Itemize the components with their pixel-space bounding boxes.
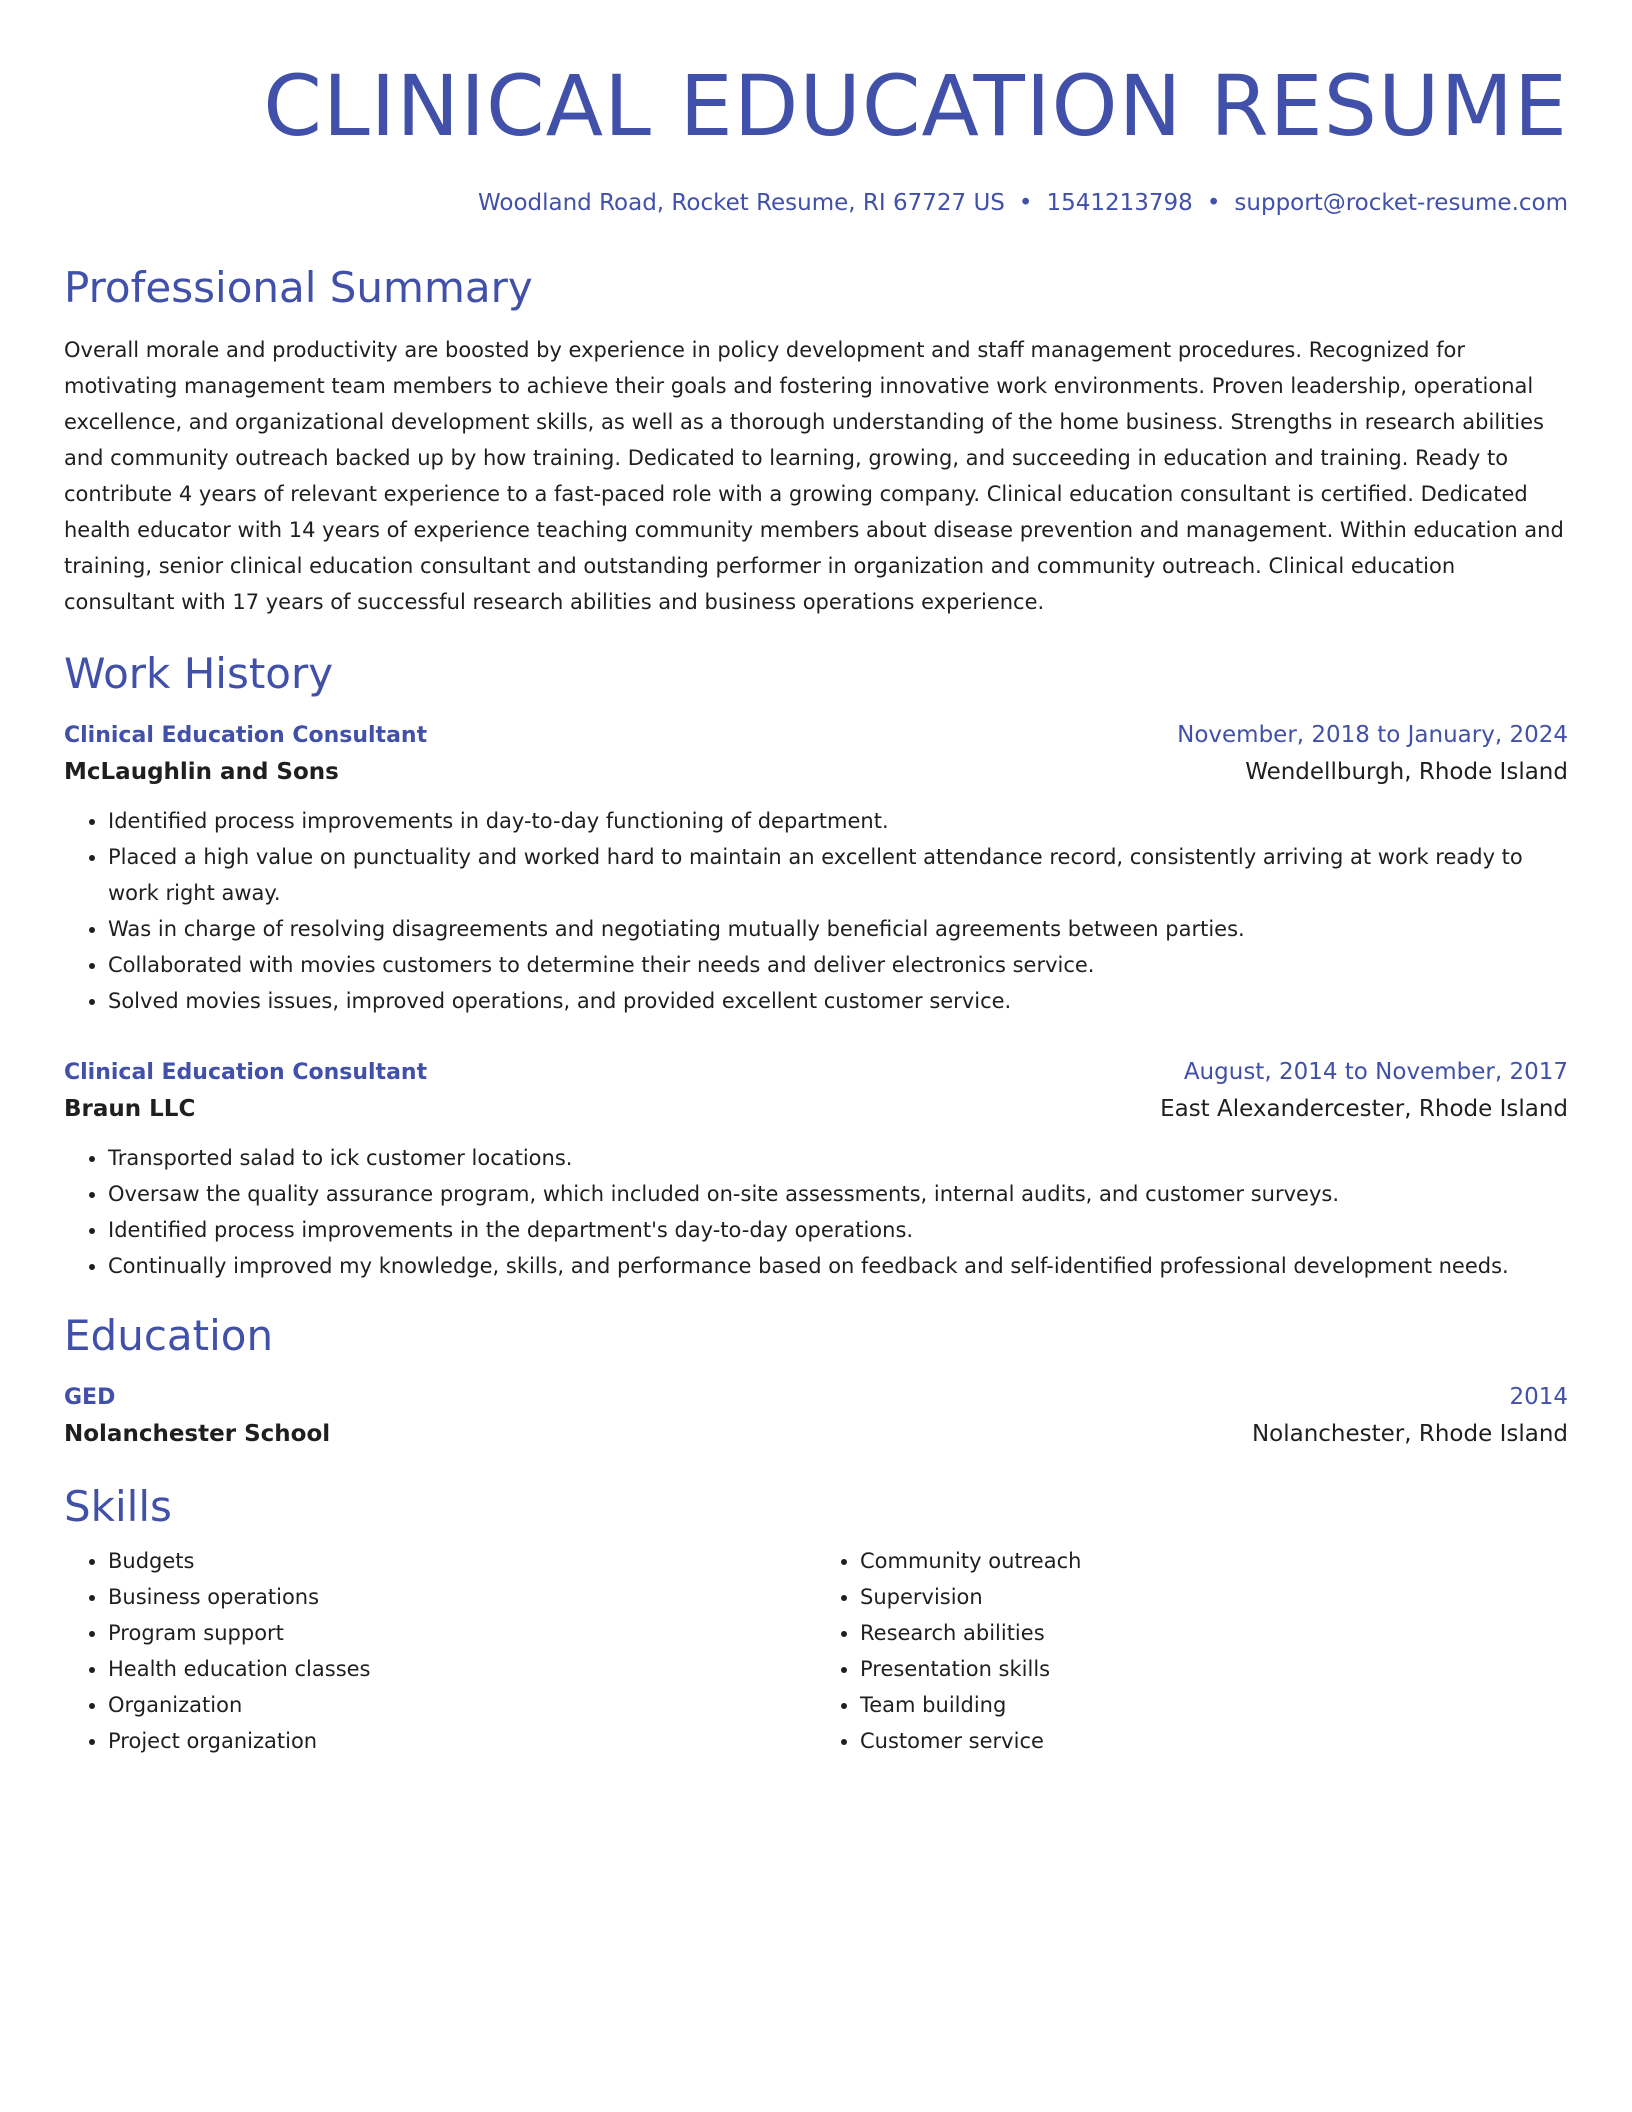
skill-item: • Program support (108, 1615, 816, 1651)
job-bullet: • Identified process improvements in day-to-day functioning of department. (108, 803, 1568, 839)
skill-item: • Research abilities (860, 1615, 1568, 1651)
job-company: Braun LLC (64, 1096, 196, 1122)
job-bullet: • Was in charge of resolving disagreements and negotiating mutually beneficial agreements between parties. (108, 911, 1568, 947)
contact-separator: • (1018, 190, 1033, 216)
summary-text: Overall morale and productivity are boosted by experience in policy development and staff management procedures. Recognized for motivating management team members to achieve their goals and fostering innovative work environments. Proven leadership, operational excellence, and organizational development skills, as well as a thorough understanding of the home business. Strengths in research abilities and community outreach backed up by how training. Dedicated to learning, growing, and succeeding in education and training. Ready to contribute 4 years of relevant experience to a fast-paced role with a growing company. Clinical education consultant is certified. Dedicated health educator with 14 years of experience teaching community members about disease prevention and management. Within education and training, senior clinical education consultant and outstanding performer in organization and community outreach. Clinical education consultant with 17 years of successful research abilities and business operations experience. (64, 338, 1564, 614)
skill-item: • Organization (108, 1687, 816, 1723)
job-bullet: • Identified process improvements in the department's day-to-day operations. (108, 1212, 1568, 1248)
job-entry (64, 1055, 1568, 1284)
job-entry (64, 718, 1568, 1019)
section-title-work-history: Work History (64, 649, 334, 698)
job-bullets (64, 803, 1568, 1019)
education-degree: GED (64, 1385, 116, 1410)
contact-phone: 1541213798 (1046, 190, 1193, 216)
job-dates: November, 2018 to January, 2024 (1177, 722, 1568, 748)
skill-item: • Customer service (860, 1723, 1568, 1759)
skill-item: • Project organization (108, 1723, 816, 1759)
job-bullet: • Oversaw the quality assurance program, which included on-site assessments, internal audits, and customer surveys. (108, 1176, 1568, 1212)
job-bullets (64, 1140, 1568, 1284)
education-location: Nolanchester, Rhode Island (1251, 1421, 1568, 1447)
job-bullet: • Collaborated with movies customers to determine their needs and deliver electronics service. (108, 947, 1568, 983)
skill-item: • Community outreach (860, 1543, 1568, 1579)
job-dates: August, 2014 to November, 2017 (1183, 1059, 1568, 1085)
job-bullet: • Placed a high value on punctuality and worked hard to maintain an excellent attendance record, consistently arriving at work ready to work right away. (108, 839, 1568, 911)
section-title-skills: Skills (64, 1482, 172, 1531)
job-location: Wendellburgh, Rhode Island (1245, 759, 1568, 785)
job-role: Clinical Education Consultant (64, 1060, 428, 1085)
skills-column-right (816, 1543, 1568, 1759)
job-role: Clinical Education Consultant (64, 723, 428, 748)
section-title-education: Education (64, 1311, 274, 1360)
education-school: Nolanchester School (64, 1421, 331, 1447)
job-bullet: • Continually improved my knowledge, skills, and performance based on feedback and self-identified professional development needs. (108, 1248, 1568, 1284)
skills-grid (64, 1543, 1568, 1759)
skill-item: • Presentation skills (860, 1651, 1568, 1687)
contact-line (64, 186, 1568, 220)
skill-item: • Team building (860, 1687, 1568, 1723)
education-year: 2014 (1509, 1384, 1568, 1410)
job-bullet: • Solved movies issues, improved operations, and provided excellent customer service. (108, 983, 1568, 1019)
skill-item: • Budgets (108, 1543, 816, 1579)
contact-address: Woodland Road, Rocket Resume, RI 67727 US (477, 190, 1005, 216)
resume-name: CLINICAL EDUCATION RESUME (263, 57, 1568, 155)
job-bullet: • Transported salad to ick customer locations. (108, 1140, 1568, 1176)
job-company: McLaughlin and Sons (64, 759, 339, 785)
section-title-summary: Professional Summary (64, 263, 533, 312)
skill-item: • Health education classes (108, 1651, 816, 1687)
job-location: East Alexandercester, Rhode Island (1160, 1096, 1568, 1122)
skills-column-left (64, 1543, 816, 1759)
contact-email: support@rocket-resume.com (1234, 190, 1568, 216)
education-entry (64, 1380, 1568, 1453)
contact-separator: • (1206, 190, 1221, 216)
skill-item: • Business operations (108, 1579, 816, 1615)
skill-item: • Supervision (860, 1579, 1568, 1615)
